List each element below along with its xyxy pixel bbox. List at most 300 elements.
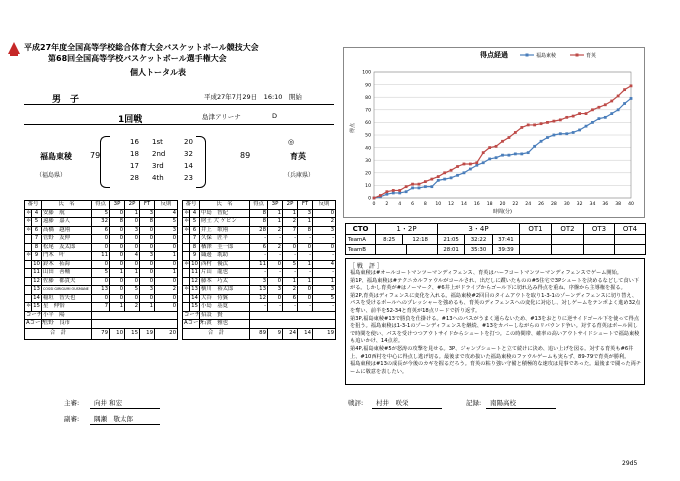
period-2-team-b: 32 [184, 150, 193, 158]
data-point-1 [610, 100, 613, 103]
team-b-total-score: 89 [240, 151, 251, 160]
y-tick-label: 90 [365, 83, 371, 89]
starter-mark: ＊ [184, 218, 190, 225]
player-number: 7 [190, 235, 200, 244]
player-points: 0 [92, 243, 110, 252]
player-3p: - [268, 235, 283, 244]
header-ft: FT [140, 201, 155, 210]
team-b-timeout-3: 28:01 [438, 245, 465, 254]
player-3p: - [268, 269, 283, 278]
data-point-0 [553, 134, 556, 137]
starter-mark: ＊ [184, 260, 190, 267]
x-tick-label: 10 [435, 202, 442, 207]
legend-label-0: 福島東稜 [536, 53, 557, 59]
data-point-0 [443, 178, 446, 181]
table-row [183, 235, 336, 244]
period-3-team-b: 14 [184, 162, 193, 170]
data-point-0 [533, 145, 536, 148]
period-1-team-a: 16 [130, 138, 139, 146]
blank-cell [250, 311, 336, 320]
starter-mark: ＊ [26, 226, 32, 233]
data-point-0 [630, 97, 633, 100]
data-point-0 [546, 136, 549, 139]
starter-mark: ＊ [184, 286, 190, 293]
x-tick-label: 0 [372, 202, 376, 207]
player-name: 松尾 友太郎 [42, 243, 92, 252]
data-point-1 [501, 140, 504, 143]
starter-mark [25, 235, 32, 244]
table-row [183, 286, 336, 295]
player-ft: 0 [298, 294, 313, 303]
player-points: 8 [250, 209, 268, 218]
data-point-1 [533, 124, 536, 127]
player-ft: 3 [140, 286, 155, 295]
player-points: - [250, 252, 268, 261]
period-1-label: 1st [152, 138, 163, 146]
data-point-0 [597, 117, 600, 120]
total-3p: 9 [268, 328, 283, 339]
data-point-1 [617, 95, 620, 98]
player-number: 14 [191, 294, 198, 301]
data-point-1 [405, 185, 408, 188]
blank-cell [92, 311, 178, 320]
game-review-box [345, 258, 645, 385]
period-2-team-a: 18 [130, 150, 139, 158]
y-tick-label: 100 [362, 70, 371, 76]
chart-title: 得点経過 [480, 51, 508, 59]
player-number: 9 [32, 252, 42, 261]
player-fouls: 0 [155, 243, 178, 252]
table-header-row [25, 201, 178, 210]
blank-cell [92, 320, 178, 329]
player-2p: 2 [283, 286, 298, 295]
player-name: 藤本 巧太 [200, 277, 250, 286]
data-point-1 [508, 136, 511, 139]
player-ft: 0 [298, 286, 313, 295]
data-point-1 [469, 163, 472, 166]
player-3p: - [268, 252, 283, 261]
player-ft: 0 [298, 243, 313, 252]
starter-mark: ＊ [26, 303, 32, 310]
player-3p: 0 [268, 260, 283, 269]
data-point-0 [508, 154, 511, 157]
header-points: 得点 [92, 201, 110, 210]
header-3p: 3P [268, 201, 283, 210]
player-points: 0 [92, 277, 110, 286]
total-ft: 19 [140, 328, 155, 339]
blank-cell [250, 320, 336, 329]
player-3p: 0 [110, 209, 125, 218]
data-point-0 [437, 179, 440, 182]
team-a-row-label: TeamA [346, 235, 376, 245]
player-2p: - [283, 252, 298, 261]
player-name: 山田 善輔 [42, 269, 92, 278]
player-fouls: 5 [155, 218, 178, 227]
data-point-1 [488, 146, 491, 149]
table-row [25, 286, 178, 295]
total-points: 89 [250, 328, 268, 339]
player-name: 片山 龍也 [200, 269, 250, 278]
player-fouls: - [313, 269, 336, 278]
assistant-coach-name: 石渡 雅也 [200, 320, 250, 329]
player-3p: 2 [268, 243, 283, 252]
round-label: 1回戦 [118, 115, 143, 125]
assistant-coach-label: Aコーチ [184, 320, 204, 327]
assistant-coach-name: 菅野 良市 [42, 320, 92, 329]
y-tick-label: 30 [365, 158, 371, 164]
total-2p: 24 [283, 328, 298, 339]
x-tick-label: 30 [563, 202, 570, 207]
table-row [25, 260, 178, 269]
data-point-0 [482, 161, 485, 164]
x-tick-label: 16 [473, 202, 480, 207]
ot1-header: OT1 [520, 224, 552, 235]
starter-mark: ＊ [26, 218, 32, 225]
x-axis-label: 時間(分) [493, 209, 512, 215]
y-tick-label: 40 [365, 146, 371, 152]
player-2p: - [283, 235, 298, 244]
player-points: 0 [92, 235, 110, 244]
player-points: 5 [92, 209, 110, 218]
review-paragraph: 第4P,福島東稜#5が怒涛の攻撃を見せる。3P、ジャンプシュートと立て続けに決め、追い上げを図る。対する育英も#6井上、#10西村を中心に得点し逃げ切る。最後まで攻め抜いた福島東稜のファウルゲームも実らず、89-79で育英が勝利。 [350, 345, 634, 360]
player-number: 6 [32, 226, 42, 235]
data-point-1 [565, 116, 568, 119]
total-3p: 10 [110, 328, 125, 339]
team-a-timeout-4: 32:22 [465, 235, 493, 244]
player-ft: 0 [140, 269, 155, 278]
starter-mark [183, 294, 190, 303]
y-tick-label: 0 [368, 196, 371, 202]
review-body [350, 270, 642, 376]
data-point-0 [475, 164, 478, 167]
y-tick-label: 80 [365, 95, 371, 101]
starter-mark: ＊ [26, 252, 32, 259]
ot3-header: OT3 [584, 224, 615, 235]
data-point-0 [565, 132, 568, 135]
period-4-team-b: 23 [184, 174, 193, 182]
player-3p: 0 [110, 294, 125, 303]
period-1-team-b: 20 [184, 138, 193, 146]
data-point-1 [540, 122, 543, 125]
table-row [25, 294, 178, 303]
starter-mark [183, 243, 190, 252]
data-point-1 [482, 151, 485, 154]
x-tick-label: 22 [512, 202, 519, 207]
player-number: 5 [190, 218, 200, 227]
data-point-0 [430, 185, 433, 188]
player-points: 12 [250, 294, 268, 303]
coach-row [183, 311, 336, 320]
player-3p: 0 [110, 226, 125, 235]
starter-mark [183, 235, 190, 244]
table-row [183, 294, 336, 303]
starter-mark [25, 243, 32, 252]
player-ft: 1 [298, 277, 313, 286]
player-ft: 1 [298, 260, 313, 269]
data-point-0 [392, 192, 395, 195]
table-row [183, 209, 336, 218]
player-2p: 0 [125, 260, 140, 269]
page-subtitle: 個人トータル表 [130, 68, 186, 77]
data-point-0 [617, 108, 620, 111]
data-point-1 [597, 106, 600, 109]
player-fouls: 4 [313, 260, 336, 269]
player-number: 10 [33, 260, 40, 267]
player-3p: 0 [110, 235, 125, 244]
team-a-timeout-5: 37:41 [498, 236, 514, 243]
player-2p: 4 [125, 252, 140, 261]
player-ft: 0 [140, 226, 155, 235]
player-3p: 0 [110, 243, 125, 252]
starter-mark [25, 294, 32, 303]
player-2p: 0 [283, 243, 298, 252]
player-2p: 0 [125, 294, 140, 303]
data-point-1 [553, 120, 556, 123]
table-row [183, 252, 336, 261]
data-point-1 [604, 103, 607, 106]
player-ft: - [298, 269, 313, 278]
data-point-1 [418, 183, 421, 186]
starter-mark [183, 277, 190, 286]
data-point-1 [450, 169, 453, 172]
review-paragraph: 福島東稜は#13の成長が今後のカギを握るだろう。育英の粘り強い守備と積極的な速攻は見事であった。最後まで闘った両チームに敬意を表したい。 [350, 361, 642, 375]
player-number: 4 [190, 209, 200, 218]
x-tick-label: 8 [423, 202, 427, 207]
team-b-timeout-2 [407, 245, 438, 254]
recorder-name: 南陽高校 [490, 399, 516, 407]
player-3p: 3 [268, 286, 283, 295]
data-point-0 [501, 154, 504, 157]
player-fouls: 3 [313, 286, 336, 295]
total-fouls: 20 [155, 328, 178, 339]
player-3p: 0 [268, 277, 283, 286]
coach-row [25, 311, 178, 320]
player-fouls: 4 [155, 209, 178, 218]
data-point-1 [392, 189, 395, 192]
y-tick-label: 60 [365, 121, 371, 127]
player-number: 12 [33, 277, 40, 284]
data-point-0 [424, 185, 427, 188]
player-3p: 1 [268, 209, 283, 218]
player-name: 横川 裕太郎 [200, 286, 250, 295]
data-point-0 [604, 116, 607, 119]
team-a-timeout-1: 8:25 [376, 235, 403, 244]
team-b-stats-table [182, 200, 336, 340]
player-points: 0 [92, 294, 110, 303]
player-ft: - [298, 235, 313, 244]
data-point-1 [623, 88, 626, 91]
starter-mark [25, 277, 32, 286]
coach-label: コーチ [26, 311, 43, 318]
winner-mark: ◎ [288, 138, 295, 146]
half-2-header: 3・4P [438, 224, 520, 235]
player-name: 佐藤 都貴夫 [42, 277, 92, 286]
total-label: 合 計 [183, 328, 250, 339]
player-fouls: 2 [155, 286, 178, 295]
team-a-name: 福島東稜 [40, 152, 72, 161]
team-b-prefecture: （兵庫県） [284, 172, 315, 179]
score-progression-chart [343, 47, 645, 218]
player-points: 13 [92, 286, 110, 295]
team-a-total-score: 79 [90, 151, 101, 160]
header-name: 氏 名 [42, 201, 92, 210]
player-points: 5 [92, 269, 110, 278]
team-a-stats-table [24, 200, 178, 340]
player-2p: 2 [125, 303, 140, 312]
review-paragraph: 第1P、福島東稜は#テクニカルファウルがコールされ、出だしに躓いたものの#5住宅で3Pシュートを決めるなどして食い下がる。しかし育英が#はノーマーク、#6井上がドライブからゴール下に切れ込み得点を重ね、序盤から主導権を握る。 [350, 277, 639, 292]
player-number: 4 [32, 209, 42, 218]
x-tick-label: 18 [486, 202, 493, 207]
total-label: 合 計 [25, 328, 92, 339]
data-point-0 [527, 151, 530, 154]
player-fouls: 1 [313, 277, 336, 286]
x-tick-label: 2 [385, 202, 389, 207]
data-point-0 [520, 153, 523, 156]
data-point-0 [585, 125, 588, 128]
player-ft: 0 [140, 235, 155, 244]
player-fouls: 1 [155, 252, 178, 261]
player-fouls: 0 [155, 277, 178, 286]
player-name: 織邊 耽助 [200, 252, 250, 261]
data-point-1 [578, 112, 581, 115]
player-name: 財土 大 ケビン [200, 218, 250, 227]
data-point-0 [488, 158, 491, 161]
player-2p: 2 [283, 218, 298, 227]
player-3p: - [268, 303, 283, 312]
player-2p: 1 [125, 269, 140, 278]
player-3p: 1 [268, 218, 283, 227]
table-row [25, 243, 178, 252]
half-1-header: 1・2P [376, 224, 438, 235]
score-bracket-left [100, 136, 110, 188]
period-3-team-a: 17 [130, 162, 139, 170]
data-point-1 [411, 183, 414, 186]
player-fouls: 0 [313, 209, 336, 218]
venue-label: 島津アリーナ [202, 113, 241, 121]
table-row [183, 277, 336, 286]
court-label: D [272, 112, 278, 120]
player-3p: 0 [110, 286, 125, 295]
player-points: 11 [250, 260, 268, 269]
data-point-1 [520, 126, 523, 129]
reporter-label: 戦評: [348, 399, 364, 407]
player-name: 楢澤 圭一郎 [200, 243, 250, 252]
data-point-1 [572, 115, 575, 118]
player-fouls: 5 [313, 294, 336, 303]
assistant-coach-row [25, 320, 178, 329]
data-point-1 [430, 178, 433, 181]
starter-mark [183, 252, 190, 261]
data-point-0 [495, 156, 498, 159]
player-name: 門木 叶 [42, 252, 92, 261]
player-number: 7 [32, 235, 42, 244]
assistant-coach-label: Aコーチ [26, 320, 46, 327]
period-4-team-a: 28 [130, 174, 139, 182]
header-number: 番号 [183, 201, 200, 210]
x-tick-label: 20 [499, 202, 506, 207]
table-row [183, 269, 336, 278]
x-tick-label: 34 [589, 202, 596, 207]
x-tick-label: 4 [398, 202, 402, 207]
player-points: - [250, 303, 268, 312]
period-2-label: 2nd [152, 150, 166, 158]
team-a-timeout-2: 12:18 [412, 236, 428, 243]
total-fouls: 19 [313, 328, 336, 339]
player-fouls: - [313, 303, 336, 312]
player-fouls: 0 [155, 294, 178, 303]
player-2p: 1 [283, 277, 298, 286]
team-b-timeout-1 [376, 245, 407, 254]
player-points: 32 [92, 218, 110, 227]
player-2p: - [283, 269, 298, 278]
player-number: 12 [191, 277, 198, 284]
total-2p: 15 [125, 328, 140, 339]
y-axis-label: 得点 [350, 122, 356, 134]
data-point-0 [540, 140, 543, 143]
starter-mark [183, 269, 190, 278]
table-row [25, 209, 178, 218]
player-3p: 2 [268, 226, 283, 235]
data-point-1 [591, 108, 594, 111]
data-point-1 [385, 190, 388, 193]
x-tick-label: 32 [576, 202, 583, 207]
data-point-1 [514, 131, 517, 134]
team-b-timeout-4: 35:30 [465, 245, 493, 254]
table-row [25, 226, 178, 235]
review-paragraph: 第3P,福島東稜#13で勝負を仕掛ける。#13へのパスがうまく通らないため、#13をおとりに逆サイドゴール下を使って得点を狙う。福島東稜は1-3-1のゾーンディフェンスを継続、#13をカバーしながらのリバウンド争い。対する育英はボール回しで時間を使い、パスを受けつつアウトサイドからシュートを打つ。この時間帯、確率の高いアウトサイドシュートで福島東稜も追いかけ、14点差。 [350, 315, 640, 345]
data-point-1 [630, 84, 633, 87]
player-points: 6 [92, 226, 110, 235]
header-number: 番号 [25, 201, 42, 210]
tournament-title: 平成27年度全国高等学校総合体育大会バスケットボール競技大会 [24, 43, 259, 52]
data-point-0 [572, 131, 575, 134]
player-ft: 0 [140, 277, 155, 286]
coach-name: 小平 陽 [42, 311, 92, 320]
reporter-name: 村井 咲栄 [376, 399, 409, 407]
header-fouls: 反則 [313, 201, 336, 210]
player-number: 15 [33, 303, 40, 310]
player-2p: 1 [125, 209, 140, 218]
player-fouls: 3 [313, 226, 336, 235]
player-number: 6 [190, 226, 200, 235]
table-row [183, 303, 336, 312]
player-3p: 0 [110, 252, 125, 261]
table-row [25, 218, 178, 227]
player-points: 11 [92, 252, 110, 261]
chart-svg [344, 48, 644, 217]
starter-mark: ＊ [26, 209, 32, 216]
player-ft: 8 [298, 226, 313, 235]
player-number: 8 [32, 243, 42, 252]
player-name: 高橋 越翔 [42, 226, 92, 235]
referee-name: 向井 和宏 [94, 399, 123, 407]
player-fouls: 0 [155, 235, 178, 244]
total-row [25, 328, 178, 339]
player-2p: 0 [125, 243, 140, 252]
x-tick-label: 14 [461, 202, 467, 207]
player-fouls: 1 [155, 269, 178, 278]
data-point-0 [456, 174, 459, 177]
x-tick-label: 6 [411, 202, 415, 207]
umpire-label: 副審: [64, 415, 80, 423]
data-point-1 [437, 175, 440, 178]
player-ft: 3 [140, 252, 155, 261]
review-paragraph: 福島東稜は#オールコートマンツーマンディフェンス、育英はハーフコートマンツーマンディフェンスでゲーム開始。 [350, 270, 622, 276]
period-4-label: 4th [152, 174, 164, 182]
data-point-0 [610, 112, 613, 115]
data-point-1 [463, 163, 466, 166]
player-2p: 5 [283, 260, 298, 269]
